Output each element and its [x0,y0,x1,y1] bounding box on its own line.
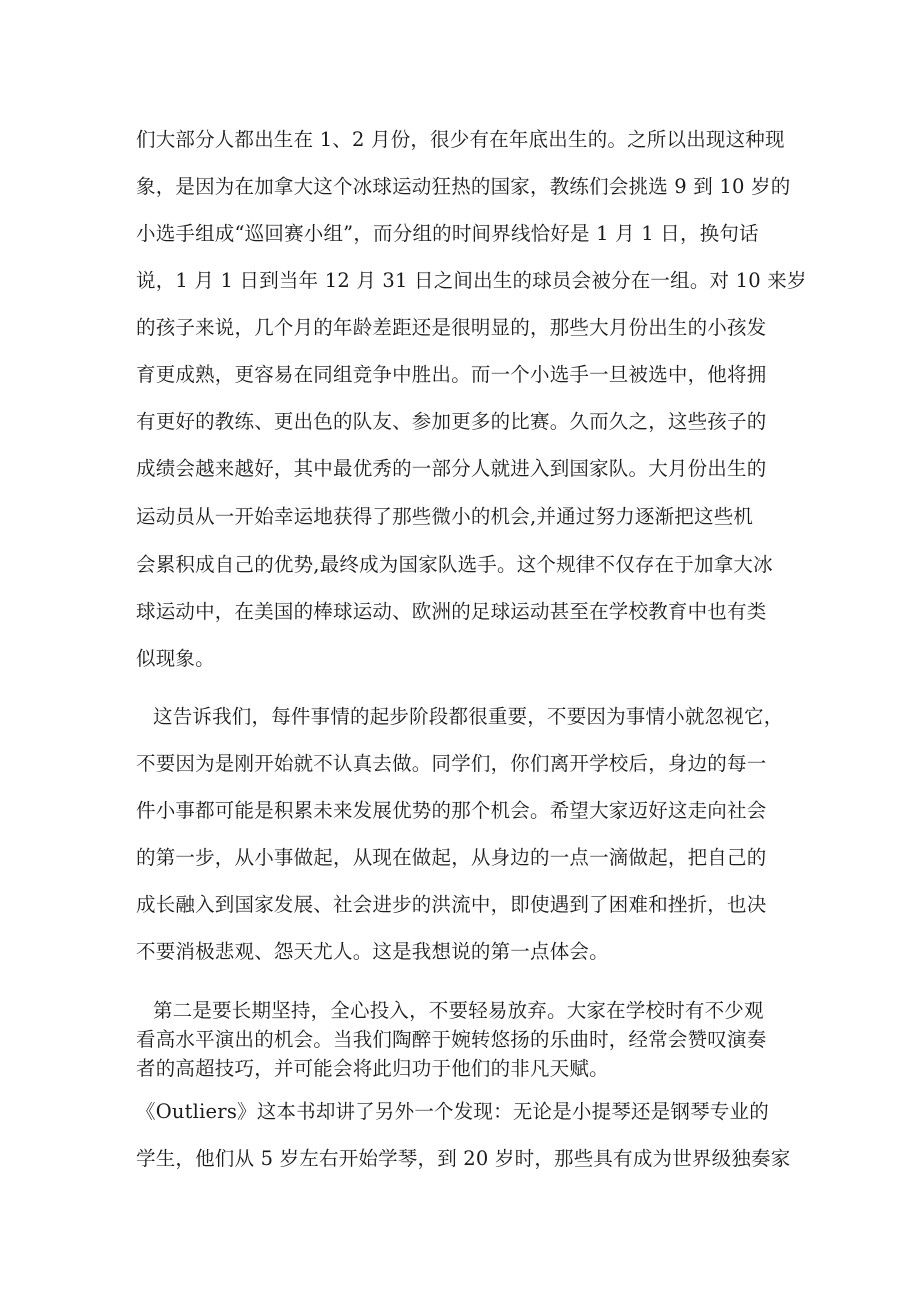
text-line: 看高水平演出的机会。当我们陶醉于婉转悠扬的乐曲时，经常会赞叹演奏 [136,1028,767,1051]
text-line: 的孩子来说，几个月的年龄差距还是很明显的，那些大月份出生的小孩发 [136,316,767,339]
text-line: 的第一步，从小事做起，从现在做起，从身边的一点一滴做起，把自己的 [136,846,767,869]
text-line: 者的高超技巧，并可能会将此归功于他们的非凡天赋。 [136,1057,609,1080]
text-line: 象，是因为在加拿大这个冰球运动狂热的国家，教练们会挑选 9 到 10 岁的 [136,175,791,198]
text-line: 运动员从一开始幸运地获得了那些微小的机会,并通过努力逐渐把这些机 [136,505,754,528]
text-line: 学生，他们从 5 岁左右开始学琴，到 20 岁时，那些具有成为世界级独奏家 [136,1147,791,1170]
text-line: 说，1 月 1 日到当年 12 月 31 日之间出生的球员会被分在一组。对 10 来岁 [136,269,807,292]
text-line: 第二是要长期坚持，全心投入，不要轻易放弃。大家在学校时有不少观 [153,999,764,1022]
text-line: 成长融入到国家发展、社会进步的洪流中，即使遇到了困难和挫折，也决 [136,893,767,916]
text-line: 这告诉我们，每件事情的起步阶段都很重要，不要因为事情小就忽视它， [153,705,784,728]
text-line: 会累积成自己的优势,最终成为国家队选手。这个规律不仅存在于加拿大冰 [136,553,773,576]
text-line: 小选手组成“巡回赛小组”，而分组的时间界线恰好是 1 月 1 日，换句话 [136,222,759,245]
text-line: 育更成熟，更容易在同组竞争中胜出。而一个小选手一旦被选中，他将拥 [136,363,767,386]
text-line: 们大部分人都出生在 1、2 月份，很少有在年底出生的。之所以出现这种现 [136,128,785,151]
text-line: 不要消极悲观、怨天尤人。这是我想说的第一点体会。 [136,940,609,963]
text-line: 不要因为是刚开始就不认真去做。同学们，你们离开学校后，身边的每一 [136,752,767,775]
text-line: 《Outliers》这本书却讲了另外一个发现：无论是小提琴还是钢琴专业的 [136,1100,769,1123]
text-line: 似现象。 [136,647,215,670]
text-line: 球运动中，在美国的棒球运动、欧洲的足球运动甚至在学校教育中也有类 [136,600,767,623]
text-line: 有更好的教练、更出色的队友、参加更多的比赛。久而久之，这些孩子的 [136,410,767,433]
text-line: 件小事都可能是积累未来发展优势的那个机会。希望大家迈好这走向社会 [136,799,767,822]
text-line: 成绩会越来越好，其中最优秀的一部分人就进入到国家队。大月份出生的 [136,457,767,480]
